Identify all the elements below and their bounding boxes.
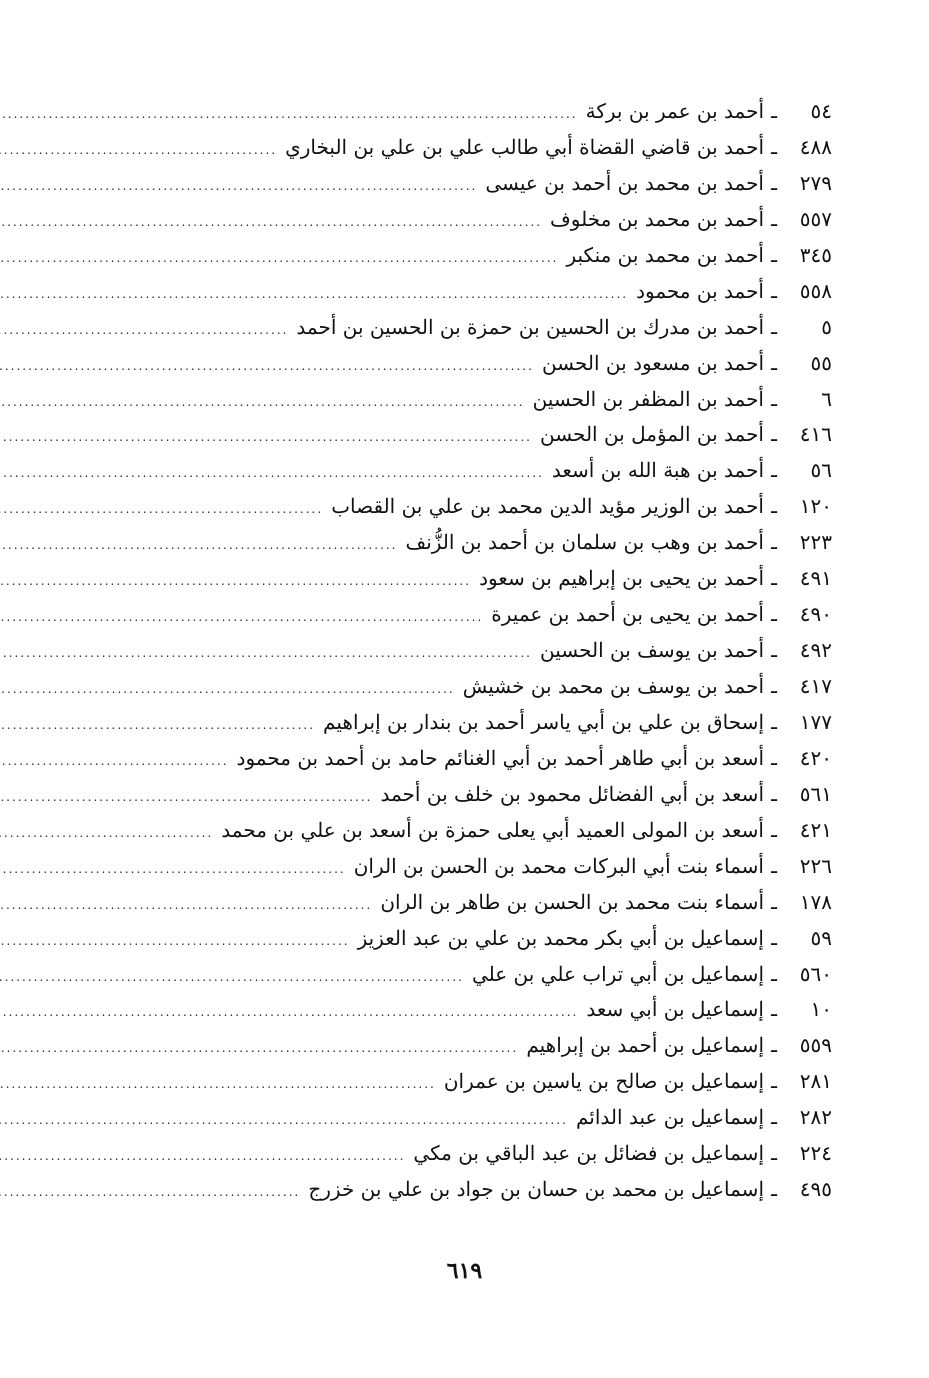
entry-dash: ـ	[771, 853, 777, 878]
dot-leader	[0, 564, 471, 600]
index-entry	[80, 274, 832, 310]
entry-dash: ـ	[771, 997, 777, 1022]
dot-leader	[0, 349, 534, 385]
entry-number: ٢٧٩	[799, 170, 832, 195]
entry-number: ٤١٧	[799, 674, 832, 698]
entry-dash: ـ	[771, 1069, 777, 1094]
entry-dash: ـ	[771, 1105, 777, 1130]
dot-leader	[0, 924, 350, 960]
entry-dash: ـ	[771, 386, 777, 411]
index-entry	[80, 1028, 832, 1064]
entry-dash: ـ	[771, 674, 777, 698]
index-entry	[80, 597, 832, 633]
index-entry	[80, 885, 832, 921]
entry-name: إسماعيل بن محمد بن حسان بن جواد بن علي بن خزرج	[308, 1177, 764, 1202]
index-entry	[80, 166, 832, 202]
dot-leader	[0, 492, 323, 528]
entry-number: ٦	[821, 386, 832, 411]
dot-leader	[0, 385, 525, 421]
entry-dash: ـ	[771, 638, 777, 663]
dot-leader	[0, 97, 578, 133]
index-list	[80, 94, 832, 1208]
index-entry	[80, 705, 832, 741]
entry-name: أحمد بن مسعود بن الحسن	[541, 350, 764, 375]
index-entry	[80, 310, 832, 346]
entry-name: أحمد بن محمد بن أحمد بن عيسى	[485, 170, 764, 195]
entry-number: ٤٨٨	[799, 134, 832, 159]
index-entry	[80, 777, 832, 813]
entry-number: ٤٩٢	[799, 638, 832, 663]
entry-name: إسماعيل بن عبد الدائم	[576, 1105, 764, 1130]
dot-leader	[0, 456, 544, 492]
entry-number: ٥٩	[810, 925, 832, 950]
entry-number: ١٢٠	[799, 494, 832, 519]
entry-dash: ـ	[771, 925, 777, 950]
index-entry	[80, 525, 832, 561]
entry-dash: ـ	[771, 494, 777, 519]
entry-name: أسماء بنت أبي البركات محمد بن الحسن بن الران	[353, 853, 764, 878]
index-entry	[80, 849, 832, 885]
entry-name: أسعد بن المولى العميد أبي يعلى حمزة بن أسعد بن علي بن محمد	[221, 817, 764, 842]
dot-leader	[0, 744, 229, 780]
entry-name: أحمد بن الوزير مؤيد الدين محمد بن علي بن القصاب	[331, 494, 764, 519]
entry-name: أسعد بن أبي طاهر أحمد بن أبي الغنائم حامد بن أحمد بن محمود	[236, 745, 764, 770]
page-number: ٦١٩	[446, 1258, 483, 1284]
entry-name: أحمد بن محمد بن منكبر	[566, 242, 764, 267]
entry-number: ٢٢٣	[799, 530, 832, 555]
entry-dash: ـ	[771, 889, 777, 914]
dot-leader	[0, 816, 213, 852]
entry-number: ٥٥٨	[799, 278, 832, 303]
entry-name: أسماء بنت محمد بن الحسن بن طاهر بن الران	[380, 889, 764, 914]
entry-number: ٤١٦	[799, 422, 832, 447]
entry-name: إسماعيل بن أبي بكر محمد بن علي بن عبد العزيز	[357, 925, 764, 950]
entry-number: ١٠	[810, 997, 832, 1022]
index-entry	[80, 921, 832, 957]
index-entry	[80, 1172, 832, 1208]
entry-dash: ـ	[771, 422, 777, 447]
dot-leader	[0, 133, 277, 169]
entry-name: إسماعيل بن فضائل بن عبد الباقي بن مكي	[413, 1141, 764, 1166]
index-entry	[80, 1136, 832, 1172]
entry-dash: ـ	[771, 206, 777, 231]
entry-dash: ـ	[771, 134, 777, 159]
entry-dash: ـ	[771, 961, 777, 986]
dot-leader	[0, 1031, 518, 1067]
index-entry	[80, 992, 832, 1028]
entry-dash: ـ	[771, 1177, 777, 1202]
index-entry	[80, 813, 832, 849]
entry-name: إسحاق بن علي بن أبي ياسر أحمد بن بندار بن إبراهيم	[323, 709, 764, 734]
index-entry	[80, 561, 832, 597]
entry-dash: ـ	[771, 602, 777, 627]
entry-dash: ـ	[771, 1033, 777, 1058]
index-entry	[80, 94, 832, 130]
entry-number: ٤٩٥	[799, 1177, 832, 1202]
index-entry	[80, 957, 832, 993]
dot-leader	[0, 780, 373, 816]
index-entry	[80, 669, 832, 705]
entry-number: ١٧٨	[799, 889, 832, 914]
dot-leader	[0, 205, 542, 241]
entry-name: إسماعيل بن أبي سعد	[586, 997, 764, 1022]
entry-number: ٢٢٤	[799, 1141, 832, 1166]
entry-name: أسعد بن أبي الفضائل محمود بن خلف بن أحمد	[380, 781, 764, 806]
dot-leader	[0, 313, 288, 349]
entry-dash: ـ	[771, 314, 777, 339]
entry-name: إسماعيل بن أبي تراب علي بن علي	[471, 961, 764, 986]
dot-leader	[0, 1175, 300, 1211]
entry-name: أحمد بن محمد بن مخلوف	[550, 206, 764, 231]
entry-dash: ـ	[771, 530, 777, 555]
entry-dash: ـ	[771, 745, 777, 770]
dot-leader	[0, 995, 578, 1031]
entry-number: ٢٨٢	[799, 1105, 832, 1130]
dot-leader	[0, 1103, 568, 1139]
entry-number: ٥٦٠	[799, 961, 832, 986]
entry-name: إسماعيل بن أحمد بن إبراهيم	[526, 1033, 764, 1058]
entry-name: أحمد بن يوسف بن الحسين	[539, 638, 764, 663]
entry-number: ٤٩٠	[799, 602, 832, 627]
entry-dash: ـ	[771, 458, 777, 483]
entry-dash: ـ	[771, 278, 777, 303]
dot-leader	[0, 169, 477, 205]
dot-leader	[0, 708, 315, 744]
entry-name: أحمد بن وهب بن سلمان بن أحمد بن الزُّنف	[405, 530, 764, 555]
index-entry	[80, 1100, 832, 1136]
entry-name: أحمد بن عمر بن بركة	[585, 99, 764, 123]
dot-leader	[0, 672, 455, 708]
entry-dash: ـ	[771, 781, 777, 806]
index-entry	[80, 130, 832, 166]
entry-number: ٤٩١	[799, 566, 832, 591]
entry-number: ٥٦	[810, 458, 832, 483]
dot-leader	[0, 636, 532, 672]
entry-number: ٥٥	[810, 350, 832, 375]
entry-number: ٢٨١	[799, 1069, 832, 1094]
entry-name: أحمد بن المؤمل بن الحسن	[539, 422, 764, 447]
dot-leader	[0, 528, 397, 564]
entry-dash: ـ	[771, 566, 777, 591]
dot-leader	[0, 277, 628, 313]
entry-number: ٥٥٩	[799, 1033, 832, 1058]
index-entry	[80, 1064, 832, 1100]
entry-name: إسماعيل بن صالح بن ياسين بن عمران	[443, 1069, 764, 1094]
entry-number: ٥	[821, 314, 832, 339]
entry-dash: ـ	[771, 242, 777, 267]
entry-number: ٥٦١	[799, 781, 832, 806]
entry-name: أحمد بن يوسف بن محمد بن خشيش	[462, 674, 764, 698]
entry-dash: ـ	[771, 170, 777, 195]
entry-name: أحمد بن مدرك بن الحسين بن حمزة بن الحسين بن أحمد	[296, 314, 764, 339]
dot-leader	[0, 420, 532, 456]
dot-leader	[0, 960, 464, 996]
index-entry	[80, 346, 832, 382]
entry-number: ٥٤	[810, 99, 832, 123]
dot-leader	[0, 888, 372, 924]
index-entry	[80, 238, 832, 274]
entry-name: أحمد بن المظفر بن الحسين	[532, 386, 764, 411]
entry-dash: ـ	[771, 1141, 777, 1166]
entry-dash: ـ	[771, 350, 777, 375]
entry-number: ٤٢٠	[799, 745, 832, 770]
entry-name: أحمد بن محمود	[636, 278, 764, 303]
index-entry	[80, 633, 832, 669]
entry-name: أحمد بن يحيى بن أحمد بن عميرة	[491, 602, 764, 627]
dot-leader	[0, 1067, 436, 1103]
dot-leader	[0, 600, 483, 636]
index-entry	[80, 202, 832, 238]
entry-number: ٥٥٧	[799, 206, 832, 231]
index-entry	[80, 382, 832, 418]
index-entry	[80, 417, 832, 453]
entry-name: أحمد بن هبة الله بن أسعد	[551, 458, 764, 483]
entry-number: ٤٢١	[799, 817, 832, 842]
entry-number: ٣٤٥	[799, 242, 832, 267]
entry-dash: ـ	[771, 709, 777, 734]
dot-leader	[0, 852, 346, 888]
entry-dash: ـ	[771, 99, 777, 123]
entry-name: أحمد بن يحيى بن إبراهيم بن سعود	[479, 566, 764, 591]
entry-dash: ـ	[771, 817, 777, 842]
index-entry	[80, 741, 832, 777]
entry-number: ٢٢٦	[799, 853, 832, 878]
dot-leader	[0, 1139, 405, 1175]
entry-name: أحمد بن قاضي القضاة أبي طالب علي بن علي بن البخاري	[285, 134, 764, 159]
index-entry	[80, 453, 832, 489]
dot-leader	[0, 241, 558, 277]
entry-number: ١٧٧	[799, 709, 832, 734]
index-entry	[80, 489, 832, 525]
